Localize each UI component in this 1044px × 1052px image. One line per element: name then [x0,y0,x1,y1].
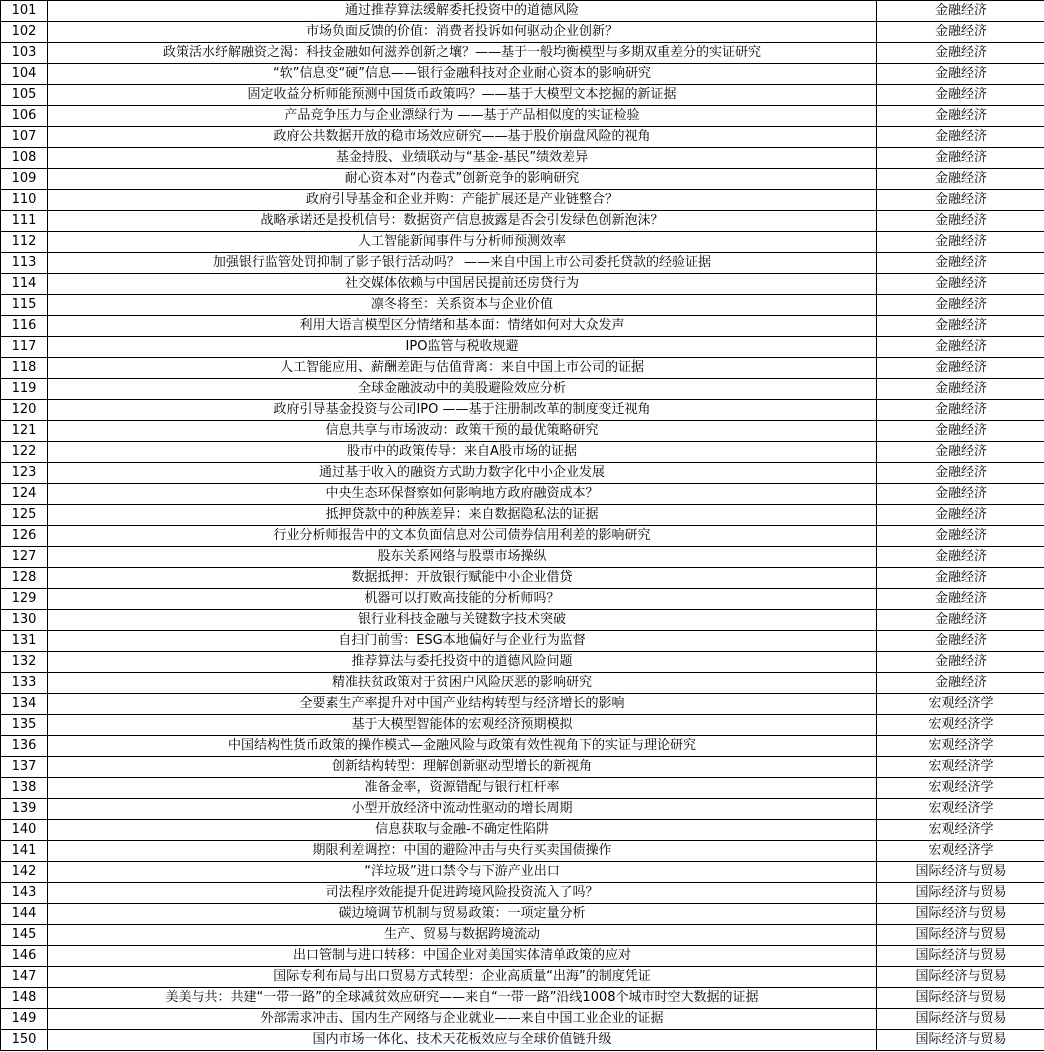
table-row[interactable] [1,946,1044,967]
table-row[interactable] [1,274,1044,295]
paper-title-cell[interactable]: 司法程序效能提升促进跨境风险投资流入了吗？ [48,883,877,904]
paper-title-cell[interactable]: 国际专利布局与出口贸易方式转型：企业高质量“出海”的制度凭证 [48,967,877,988]
row-number-cell[interactable]: 127 [1,547,48,568]
paper-title-cell[interactable]: 美美与共：共建“一带一路”的全球减贫效应研究——来自“一带一路”沿线1008个城市时空大数据的证据 [48,988,877,1009]
category-cell[interactable]: 金融经济 [877,652,1044,673]
row-number-cell[interactable]: 150 [1,1030,48,1051]
paper-title-cell[interactable]: 抵押贷款中的种族差异：来自数据隐私法的证据 [48,505,877,526]
category-cell[interactable]: 金融经济 [877,400,1044,421]
row-number-cell[interactable]: 143 [1,883,48,904]
table-row[interactable] [1,85,1044,106]
paper-title-cell[interactable]: 中央生态环保督察如何影响地方政府融资成本？ [48,484,877,505]
row-number-cell[interactable]: 101 [1,1,48,22]
paper-title-cell[interactable]: 数据抵押：开放银行赋能中小企业借贷 [48,568,877,589]
row-number-cell[interactable]: 131 [1,631,48,652]
category-cell[interactable]: 宏观经济学 [877,820,1044,841]
table-row[interactable] [1,862,1044,883]
category-cell[interactable]: 金融经济 [877,232,1044,253]
category-cell[interactable]: 金融经济 [877,211,1044,232]
row-number-cell[interactable]: 145 [1,925,48,946]
table-row[interactable] [1,1,1044,22]
table-row[interactable] [1,883,1044,904]
row-number-cell[interactable]: 104 [1,64,48,85]
table-row[interactable] [1,652,1044,673]
category-cell[interactable]: 国际经济与贸易 [877,946,1044,967]
table-row[interactable] [1,232,1044,253]
paper-title-cell[interactable]: 股东关系网络与股票市场操纵 [48,547,877,568]
category-cell[interactable]: 金融经济 [877,274,1044,295]
category-cell[interactable]: 金融经济 [877,64,1044,85]
category-cell[interactable]: 宏观经济学 [877,694,1044,715]
row-number-cell[interactable]: 133 [1,673,48,694]
table-row[interactable] [1,1009,1044,1030]
paper-title-cell[interactable]: 产品竞争压力与企业漂绿行为 ——基于产品相似度的实证检验 [48,106,877,127]
table-row[interactable] [1,610,1044,631]
row-number-cell[interactable]: 130 [1,610,48,631]
table-row[interactable] [1,925,1044,946]
row-number-cell[interactable]: 128 [1,568,48,589]
table-row[interactable] [1,211,1044,232]
category-cell[interactable]: 金融经济 [877,631,1044,652]
category-cell[interactable]: 金融经济 [877,568,1044,589]
paper-title-cell[interactable]: 人工智能新闻事件与分析师预测效率 [48,232,877,253]
table-row[interactable] [1,64,1044,85]
row-number-cell[interactable]: 124 [1,484,48,505]
table-row[interactable] [1,568,1044,589]
paper-title-cell[interactable]: 全要素生产率提升对中国产业结构转型与经济增长的影响 [48,694,877,715]
row-number-cell[interactable]: 140 [1,820,48,841]
row-number-cell[interactable]: 116 [1,316,48,337]
table-row[interactable] [1,904,1044,925]
row-number-cell[interactable]: 118 [1,358,48,379]
table-row[interactable] [1,820,1044,841]
category-cell[interactable]: 金融经济 [877,316,1044,337]
table-row[interactable] [1,547,1044,568]
category-cell[interactable]: 宏观经济学 [877,736,1044,757]
table-row[interactable] [1,589,1044,610]
row-number-cell[interactable]: 122 [1,442,48,463]
table-row[interactable] [1,148,1044,169]
table-row[interactable] [1,190,1044,211]
category-cell[interactable]: 金融经济 [877,295,1044,316]
paper-title-cell[interactable]: 固定收益分析师能预测中国货币政策吗？——基于大模型文本挖掘的新证据 [48,85,877,106]
table-row[interactable] [1,43,1044,64]
category-cell[interactable]: 国际经济与贸易 [877,925,1044,946]
category-cell[interactable]: 国际经济与贸易 [877,988,1044,1009]
row-number-cell[interactable]: 106 [1,106,48,127]
table-row[interactable] [1,358,1044,379]
paper-title-cell[interactable]: 外部需求冲击、国内生产网络与企业就业——来自中国工业企业的证据 [48,1009,877,1030]
table-row[interactable] [1,673,1044,694]
row-number-cell[interactable]: 108 [1,148,48,169]
paper-title-cell[interactable]: 基于大模型智能体的宏观经济预期模拟 [48,715,877,736]
paper-title-cell[interactable]: 出口管制与进口转移：中国企业对美国实体清单政策的应对 [48,946,877,967]
category-cell[interactable]: 金融经济 [877,169,1044,190]
row-number-cell[interactable]: 137 [1,757,48,778]
category-cell[interactable]: 金融经济 [877,526,1044,547]
paper-title-cell[interactable]: 基金持股、业绩联动与“基金-基民”绩效差异 [48,148,877,169]
table-row[interactable] [1,841,1044,862]
paper-title-cell[interactable]: “洋垃圾”进口禁令与下游产业出口 [48,862,877,883]
table-row[interactable] [1,757,1044,778]
paper-title-cell[interactable]: 机器可以打败高技能的分析师吗？ [48,589,877,610]
row-number-cell[interactable]: 110 [1,190,48,211]
paper-title-cell[interactable]: 战略承诺还是投机信号：数据资产信息披露是否会引发绿色创新泡沫？ [48,211,877,232]
row-number-cell[interactable]: 129 [1,589,48,610]
table-row[interactable] [1,463,1044,484]
row-number-cell[interactable]: 113 [1,253,48,274]
paper-title-cell[interactable]: 通过基于收入的融资方式助力数字化中小企业发展 [48,463,877,484]
category-cell[interactable]: 宏观经济学 [877,778,1044,799]
category-cell[interactable]: 金融经济 [877,610,1044,631]
paper-title-cell[interactable]: 通过推荐算法缓解委托投资中的道德风险 [48,1,877,22]
paper-title-cell[interactable]: 人工智能应用、薪酬差距与估值背离：来自中国上市公司的证据 [48,358,877,379]
table-row[interactable] [1,337,1044,358]
category-cell[interactable]: 金融经济 [877,253,1044,274]
table-row[interactable] [1,526,1044,547]
table-row[interactable] [1,715,1044,736]
row-number-cell[interactable]: 125 [1,505,48,526]
paper-title-cell[interactable]: 碳边境调节机制与贸易政策：一项定量分析 [48,904,877,925]
table-row[interactable] [1,316,1044,337]
category-cell[interactable]: 金融经济 [877,85,1044,106]
paper-title-cell[interactable]: 社交媒体依赖与中国居民提前还房贷行为 [48,274,877,295]
category-cell[interactable]: 金融经济 [877,148,1044,169]
paper-title-cell[interactable]: 利用大语言模型区分情绪和基本面：情绪如何对大众发声 [48,316,877,337]
category-cell[interactable]: 宏观经济学 [877,757,1044,778]
row-number-cell[interactable]: 121 [1,421,48,442]
row-number-cell[interactable]: 119 [1,379,48,400]
table-row[interactable] [1,295,1044,316]
paper-title-cell[interactable]: 政府引导基金和企业并购：产能扩展还是产业链整合？ [48,190,877,211]
paper-title-cell[interactable]: 信息获取与金融-不确定性陷阱 [48,820,877,841]
table-row[interactable] [1,988,1044,1009]
category-cell[interactable]: 金融经济 [877,379,1044,400]
category-cell[interactable]: 金融经济 [877,673,1044,694]
row-number-cell[interactable]: 103 [1,43,48,64]
row-number-cell[interactable]: 146 [1,946,48,967]
paper-title-cell[interactable]: 股市中的政策传导：来自A股市场的证据 [48,442,877,463]
paper-title-cell[interactable]: 行业分析师报告中的文本负面信息对公司债券信用利差的影响研究 [48,526,877,547]
row-number-cell[interactable]: 102 [1,22,48,43]
table-row[interactable] [1,106,1044,127]
paper-title-cell[interactable]: 政策活水纾解融资之渴：科技金融如何滋养创新之壤？——基于一般均衡模型与多期双重差分的实证研究 [48,43,877,64]
paper-title-cell[interactable]: 推荐算法与委托投资中的道德风险问题 [48,652,877,673]
table-row[interactable] [1,631,1044,652]
table-row[interactable] [1,421,1044,442]
table-row[interactable] [1,169,1044,190]
category-cell[interactable]: 金融经济 [877,442,1044,463]
category-cell[interactable]: 金融经济 [877,127,1044,148]
table-row[interactable] [1,778,1044,799]
row-number-cell[interactable]: 112 [1,232,48,253]
paper-title-cell[interactable]: 自扫门前雪：ESG本地偏好与企业行为监督 [48,631,877,652]
row-number-cell[interactable]: 139 [1,799,48,820]
paper-title-cell[interactable]: 信息共享与市场波动：政策干预的最优策略研究 [48,421,877,442]
table-row[interactable] [1,799,1044,820]
row-number-cell[interactable]: 123 [1,463,48,484]
row-number-cell[interactable]: 105 [1,85,48,106]
category-cell[interactable]: 国际经济与贸易 [877,1009,1044,1030]
table-row[interactable] [1,736,1044,757]
category-cell[interactable]: 金融经济 [877,190,1044,211]
row-number-cell[interactable]: 120 [1,400,48,421]
paper-title-cell[interactable]: 准备金率，资源错配与银行杠杆率 [48,778,877,799]
paper-title-cell[interactable]: 全球金融波动中的美股避险效应分析 [48,379,877,400]
row-number-cell[interactable]: 114 [1,274,48,295]
table-row[interactable] [1,253,1044,274]
category-cell[interactable]: 国际经济与贸易 [877,883,1044,904]
table-row[interactable] [1,442,1044,463]
category-cell[interactable]: 金融经济 [877,22,1044,43]
category-cell[interactable]: 金融经济 [877,421,1044,442]
category-cell[interactable]: 国际经济与贸易 [877,904,1044,925]
table-row[interactable] [1,967,1044,988]
row-number-cell[interactable]: 109 [1,169,48,190]
paper-title-cell[interactable]: IPO监管与税收规避 [48,337,877,358]
row-number-cell[interactable]: 132 [1,652,48,673]
category-cell[interactable]: 宏观经济学 [877,799,1044,820]
category-cell[interactable]: 国际经济与贸易 [877,1030,1044,1051]
category-cell[interactable]: 金融经济 [877,43,1044,64]
table-row[interactable] [1,22,1044,43]
table-row[interactable] [1,505,1044,526]
category-cell[interactable]: 国际经济与贸易 [877,862,1044,883]
paper-title-cell[interactable]: 精准扶贫政策对于贫困户风险厌恶的影响研究 [48,673,877,694]
paper-title-cell[interactable]: 小型开放经济中流动性驱动的增长周期 [48,799,877,820]
category-cell[interactable]: 金融经济 [877,106,1044,127]
category-cell[interactable]: 金融经济 [877,358,1044,379]
row-number-cell[interactable]: 126 [1,526,48,547]
row-number-cell[interactable]: 115 [1,295,48,316]
paper-title-cell[interactable]: 政府公共数据开放的稳市场效应研究——基于股价崩盘风险的视角 [48,127,877,148]
category-cell[interactable]: 金融经济 [877,505,1044,526]
row-number-cell[interactable]: 141 [1,841,48,862]
row-number-cell[interactable]: 147 [1,967,48,988]
table-row[interactable] [1,1030,1044,1051]
table-row[interactable] [1,400,1044,421]
paper-title-cell[interactable]: 耐心资本对“内卷式”创新竞争的影响研究 [48,169,877,190]
paper-title-cell[interactable]: 加强银行监管处罚抑制了影子银行活动吗？ ——来自中国上市公司委托贷款的经验证据 [48,253,877,274]
row-number-cell[interactable]: 111 [1,211,48,232]
table-row[interactable] [1,484,1044,505]
category-cell[interactable]: 金融经济 [877,337,1044,358]
category-cell[interactable]: 宏观经济学 [877,841,1044,862]
category-cell[interactable]: 金融经济 [877,463,1044,484]
category-cell[interactable]: 金融经济 [877,547,1044,568]
paper-title-cell[interactable]: 中国结构性货币政策的操作模式—金融风险与政策有效性视角下的实证与理论研究 [48,736,877,757]
row-number-cell[interactable]: 148 [1,988,48,1009]
paper-title-cell[interactable]: “软”信息变“硬”信息——银行金融科技对企业耐心资本的影响研究 [48,64,877,85]
paper-title-cell[interactable]: 银行业科技金融与关键数字技术突破 [48,610,877,631]
paper-title-cell[interactable]: 国内市场一体化、技术天花板效应与全球价值链升级 [48,1030,877,1051]
row-number-cell[interactable]: 135 [1,715,48,736]
category-cell[interactable]: 宏观经济学 [877,715,1044,736]
paper-title-cell[interactable]: 期限利差调控：中国的避险冲击与央行买卖国债操作 [48,841,877,862]
table-row[interactable] [1,127,1044,148]
table-body [1,1,1044,1051]
paper-title-cell[interactable]: 凛冬将至：关系资本与企业价值 [48,295,877,316]
paper-title-cell[interactable]: 政府引导基金投资与公司IPO ——基于注册制改革的制度变迁视角 [48,400,877,421]
row-number-cell[interactable]: 136 [1,736,48,757]
category-cell[interactable]: 金融经济 [877,484,1044,505]
table-row[interactable] [1,694,1044,715]
row-number-cell[interactable]: 149 [1,1009,48,1030]
table-row[interactable] [1,379,1044,400]
category-cell[interactable]: 金融经济 [877,589,1044,610]
row-number-cell[interactable]: 138 [1,778,48,799]
row-number-cell[interactable]: 134 [1,694,48,715]
row-number-cell[interactable]: 142 [1,862,48,883]
paper-title-cell[interactable]: 生产、贸易与数据跨境流动 [48,925,877,946]
category-cell[interactable]: 国际经济与贸易 [877,967,1044,988]
row-number-cell[interactable]: 144 [1,904,48,925]
paper-title-cell[interactable]: 创新结构转型：理解创新驱动型增长的新视角 [48,757,877,778]
row-number-cell[interactable]: 107 [1,127,48,148]
paper-title-cell[interactable]: 市场负面反馈的价值：消费者投诉如何驱动企业创新？ [48,22,877,43]
row-number-cell[interactable]: 117 [1,337,48,358]
category-cell[interactable]: 金融经济 [877,1,1044,22]
